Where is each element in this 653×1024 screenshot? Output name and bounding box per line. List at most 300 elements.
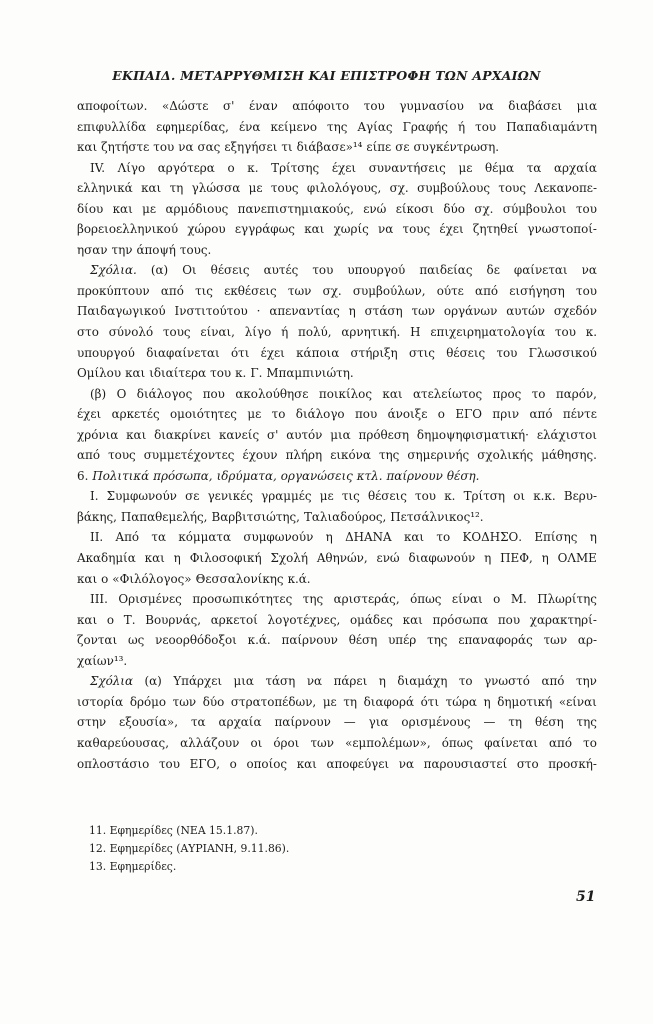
word: στις: [408, 345, 435, 360]
word: παίρνουν: [386, 468, 443, 483]
word: Αγίας: [357, 119, 393, 134]
word: των: [310, 735, 334, 750]
word: δημοτική: [497, 694, 553, 709]
word: 6.: [77, 468, 89, 483]
word: IV.: [90, 160, 105, 175]
word: ο: [101, 571, 109, 586]
word: στο: [516, 756, 539, 771]
word: και: [304, 222, 325, 237]
word: δύο: [202, 694, 225, 709]
word: και: [402, 612, 423, 627]
word: βορειοελληνικού: [77, 222, 179, 237]
word: χωρίς: [333, 222, 369, 237]
text-line: [77, 219, 597, 240]
word: ΕΓΟ,: [189, 756, 221, 771]
footnote-11: 11. Εφημερίδες (ΝΕΑ 15.1.87).: [89, 824, 258, 837]
word: φαίνεται: [513, 263, 568, 278]
word: φαίνεται: [484, 735, 538, 750]
text-line: [77, 589, 597, 610]
word: Αθηνών,: [316, 551, 368, 566]
word: καθαρεύουσας,: [77, 735, 170, 750]
word: δε: [486, 263, 500, 278]
word: Παπαθεμελής,: [120, 509, 208, 524]
text-line: [77, 733, 597, 754]
word: οργάνων: [443, 304, 498, 319]
word: είναι,: [200, 325, 235, 340]
word: έναν: [249, 99, 278, 113]
word: διαφορά: [363, 694, 414, 709]
word: ΠΕΦ,: [500, 551, 533, 566]
text-line: [77, 384, 597, 405]
word: να: [378, 222, 394, 237]
word: ο: [106, 612, 115, 627]
word: εφημερίδας,: [156, 119, 229, 134]
word: θέσεις: [446, 345, 486, 360]
word: αρνητική.: [341, 325, 401, 340]
word: διαφωνούν: [408, 551, 476, 566]
word: Λίγο: [117, 160, 146, 175]
word: Ομίλου: [77, 366, 122, 381]
word: χώρου: [187, 222, 226, 237]
word: υπουργού: [347, 263, 406, 278]
word: θέσεις: [367, 489, 407, 504]
text-line: [77, 712, 597, 733]
word: της: [378, 448, 400, 463]
word: ο: [437, 407, 445, 422]
text-line: [77, 178, 597, 199]
word: μια: [576, 99, 597, 113]
word: των: [172, 694, 197, 709]
footnote-13: 13. Εφημερίδες.: [89, 860, 177, 873]
word: στρατοπέδων,: [230, 694, 317, 709]
word: διάλογο: [295, 407, 345, 422]
text-line: [77, 158, 597, 179]
word: του: [158, 756, 180, 771]
word: του: [575, 201, 597, 216]
text-line: [77, 610, 597, 631]
word: πλήρη: [285, 448, 323, 463]
word: έχουν: [242, 448, 278, 463]
word: μια: [233, 674, 254, 689]
word: αυτών: [506, 304, 546, 319]
word: Ταλιαδούρος,: [303, 509, 387, 524]
word: σημερινής: [407, 448, 470, 463]
word: πρόθεση: [358, 427, 410, 442]
word: να: [398, 756, 414, 771]
word: πρόσωπα: [432, 612, 489, 627]
word: ζητήστε: [101, 140, 150, 155]
word: ο: [227, 160, 235, 175]
word: αποφοίτων.: [77, 99, 148, 113]
word: του: [415, 489, 437, 504]
word: σχ.: [474, 201, 494, 216]
text-line: [77, 240, 597, 261]
word: πάρει: [333, 674, 368, 689]
word: Τρίτση: [463, 489, 506, 504]
word: οι: [250, 735, 263, 750]
word: αργότερα: [157, 160, 215, 175]
word: η: [484, 551, 492, 566]
word: παιδείας: [419, 263, 473, 278]
word: χαρακτηρί-: [529, 612, 597, 627]
word: παίρνουν: [274, 715, 331, 730]
word: κτλ.: [356, 468, 383, 483]
word: του: [576, 283, 597, 298]
word: η: [378, 674, 386, 689]
word: σε: [185, 489, 200, 504]
word: κ.: [247, 160, 259, 175]
word: σχ.: [322, 283, 342, 298]
word: αρ-: [577, 633, 597, 648]
word: διαβάσει: [508, 99, 562, 113]
word: αρκετές: [111, 407, 160, 422]
word: το: [436, 530, 451, 545]
word: την: [575, 674, 597, 689]
word: του: [153, 140, 175, 155]
word: τα: [526, 160, 542, 175]
word: από: [541, 674, 565, 689]
body-text: [77, 96, 597, 774]
word: και: [403, 530, 425, 545]
word: διάλογος: [136, 386, 193, 401]
word: τους: [498, 181, 527, 196]
word: και: [77, 140, 98, 155]
word: κ.: [235, 366, 247, 381]
word: Πλωρίτης: [537, 592, 597, 607]
word: θέμα: [485, 160, 515, 175]
word: οργανώσεις: [280, 468, 353, 483]
running-header: ΕΚΠΑΙΔ. ΜΕΤΑΡΡΥΘΜΙΣΗ ΚΑΙ ΕΠΙΣΤΡΟΦΗ ΤΩΝ ΑΡΧΑΙΩΝ: [112, 68, 541, 83]
word: οι: [513, 489, 526, 504]
text-line: [77, 137, 597, 158]
word: με: [322, 694, 337, 709]
word: με: [247, 407, 262, 422]
text-line: [77, 117, 597, 138]
word: λίγο: [244, 325, 272, 340]
word: σύνολό: [108, 325, 154, 340]
word: κ.ά.: [287, 571, 311, 586]
word: ελληνικά: [77, 181, 133, 196]
footnotes: [89, 822, 569, 876]
word: Από: [115, 530, 140, 545]
word: Οι: [182, 263, 197, 278]
word: των: [287, 283, 312, 298]
word: τις: [195, 283, 213, 298]
word: Ακαδημία: [77, 551, 136, 566]
word: Βουρνάς,: [145, 612, 202, 627]
text-line: [77, 301, 597, 322]
text-line: [77, 507, 597, 528]
text-line: [77, 466, 597, 487]
word: όπως: [441, 735, 474, 750]
word: ο: [229, 756, 237, 771]
word: ΔΗΑΝΑ: [345, 530, 392, 545]
word: Βαρβιτσιώτης,: [211, 509, 300, 524]
word: τα: [190, 715, 206, 730]
text-line: [77, 569, 597, 590]
word: κανείς: [218, 427, 260, 442]
word: δημοψηφισματική·: [416, 427, 529, 442]
word: τη: [343, 694, 358, 709]
word: από: [475, 283, 499, 298]
text-line: [77, 630, 597, 651]
word: του: [496, 345, 518, 360]
word: (α): [144, 674, 162, 689]
word: γνωστό: [484, 674, 530, 689]
word: λογοτέχνες,: [267, 612, 341, 627]
word: υπουργού: [77, 345, 135, 360]
word: —: [343, 715, 356, 730]
word: χαίων¹³.: [77, 653, 128, 668]
word: έχει: [77, 407, 102, 422]
word: αποφεύγει: [326, 756, 390, 771]
word: τους: [402, 222, 431, 237]
word: του: [475, 119, 497, 134]
word: παρόν,: [555, 386, 597, 401]
word: Λεκανοπε-: [534, 181, 597, 196]
word: κάποια: [296, 345, 340, 360]
word: τη: [508, 715, 523, 730]
word: ένα: [239, 119, 261, 134]
word: προκύπτουν: [77, 283, 150, 298]
word: τι: [281, 140, 293, 155]
word: αρχαία: [553, 160, 597, 175]
word: συγκέντρωση.: [413, 140, 500, 155]
word: και: [125, 366, 146, 381]
word: στάση: [364, 304, 403, 319]
word: νεοορθόδοξοι: [155, 633, 237, 648]
word: απεναντίας: [269, 304, 340, 319]
word: έχει: [260, 345, 285, 360]
word: γενικές: [207, 489, 253, 504]
text-line: [77, 486, 597, 507]
word: σ': [223, 99, 235, 113]
word: παρουσιαστεί: [423, 756, 508, 771]
word: ιστορία: [77, 694, 124, 709]
page-number: 51: [576, 889, 596, 905]
word: βάκης,: [77, 509, 117, 524]
word: την: [111, 242, 133, 257]
word: σύμβουλοι: [502, 201, 567, 216]
word: και: [141, 181, 162, 196]
word: Σχολή: [270, 551, 308, 566]
word: και: [112, 201, 133, 216]
word: αλλάζουν: [180, 735, 240, 750]
word: το: [583, 735, 597, 750]
word: σχεδόν: [553, 304, 597, 319]
word: είπε: [366, 140, 392, 155]
word: Μ.: [510, 592, 527, 607]
word: που: [354, 407, 378, 422]
word: σχολικής: [477, 448, 534, 463]
word: ενώ: [376, 551, 400, 566]
text-line: [77, 527, 597, 548]
text-line: [77, 281, 597, 302]
word: θέσεις: [210, 263, 250, 278]
word: προσκή-: [548, 756, 597, 771]
word: πολύ,: [298, 325, 332, 340]
word: ότι: [420, 694, 439, 709]
word: η: [348, 304, 356, 319]
word: αυτόν: [286, 427, 323, 442]
word: στο: [77, 325, 99, 340]
word: Σχόλια: [90, 674, 133, 689]
word: των: [411, 304, 436, 319]
word: επιχειρηματολογία: [430, 325, 546, 340]
text-line: [77, 548, 597, 569]
text-line: [77, 404, 597, 425]
word: ησαν: [77, 242, 108, 257]
word: κ.ά.: [247, 633, 271, 648]
word: που: [497, 612, 521, 627]
word: πρόσωπα,: [153, 468, 213, 483]
word: επαναφοράς: [458, 633, 533, 648]
word: ατελείωτος: [412, 386, 483, 401]
word: δύο: [443, 201, 465, 216]
word: πριν: [492, 407, 520, 422]
word: με: [319, 489, 334, 504]
word: ορισμένους: [401, 715, 471, 730]
text-line: [77, 96, 597, 117]
word: κείμενο: [270, 119, 317, 134]
word: Τ.: [123, 612, 136, 627]
word: εισήγηση: [509, 283, 565, 298]
word: Συμφωνούν: [106, 489, 177, 504]
text-line: [77, 651, 597, 672]
word: —: [483, 715, 496, 730]
word: (α): [150, 263, 169, 278]
word: γνωστοποί-: [527, 222, 597, 237]
word: φιλολόγους,: [306, 181, 382, 196]
word: συμφωνούν: [243, 530, 314, 545]
word: τάση: [265, 674, 296, 689]
word: προσωπικότητες: [192, 592, 293, 607]
word: σχ.: [389, 181, 409, 196]
word: εγγράφως: [234, 222, 295, 237]
word: ΟΛΜΕ: [557, 551, 597, 566]
word: να: [178, 140, 194, 155]
word: και: [296, 756, 317, 771]
text-line: [77, 322, 597, 343]
word: χρόνια: [77, 427, 119, 442]
word: ιδρύματα,: [216, 468, 277, 483]
word: ΙΙΙ.: [90, 592, 108, 607]
word: του: [363, 99, 385, 113]
word: διαμάχη: [397, 674, 448, 689]
word: Ι.: [90, 489, 99, 504]
word: η: [589, 530, 597, 545]
word: κ.: [585, 325, 597, 340]
word: ούτε: [436, 283, 464, 298]
word: θέση: [348, 633, 378, 648]
word: ·: [256, 304, 261, 319]
text-line: [77, 260, 597, 281]
word: Μπαμπινιώτη.: [266, 366, 354, 381]
word: Πετσάλνικος¹².: [390, 509, 484, 524]
word: Ινστιτούτου: [174, 304, 248, 319]
text-line: [77, 692, 597, 713]
word: ότι: [230, 345, 250, 360]
word: τώρα: [445, 694, 477, 709]
word: «είναι: [558, 694, 597, 709]
word: Παπαδιαμάντη: [506, 119, 597, 134]
word: τη: [169, 181, 184, 196]
word: σ': [266, 427, 279, 442]
word: εικόνα: [330, 448, 371, 463]
word: σε: [395, 140, 410, 155]
word: ενώ: [363, 201, 387, 216]
text-line: [77, 363, 597, 384]
word: με: [248, 181, 263, 196]
word: υπέρ: [388, 633, 417, 648]
word: κόμματα: [178, 530, 232, 545]
word: επιφυλλίδα: [77, 119, 147, 134]
word: ΙΙ.: [90, 530, 104, 545]
word: όπως: [410, 592, 442, 607]
word: το: [458, 674, 473, 689]
word: και: [126, 427, 147, 442]
word: του: [312, 263, 334, 278]
word: του: [210, 366, 232, 381]
word: σας: [197, 140, 221, 155]
word: ποικίλος: [318, 386, 372, 401]
word: και: [144, 551, 165, 566]
word: γραμμές: [261, 489, 312, 504]
word: διαφαίνεται: [146, 345, 220, 360]
word: εξουσία»,: [119, 715, 178, 730]
word: απόφοιτο: [292, 99, 350, 113]
word: αρμόδιους: [165, 201, 229, 216]
word: το: [271, 407, 286, 422]
word: ζητηθεί: [472, 222, 519, 237]
word: για: [368, 715, 389, 730]
word: οπλοστάσιο: [77, 756, 150, 771]
word: τα: [151, 530, 167, 545]
word: και: [77, 571, 98, 586]
text-line: [77, 199, 597, 220]
word: παίρνουν: [281, 633, 338, 648]
word: γυμνασίου: [399, 99, 464, 113]
word: ή: [281, 325, 289, 340]
word: ομάδες: [350, 612, 393, 627]
word: οποίος: [246, 756, 288, 771]
word: με: [458, 160, 473, 175]
text-line: [77, 425, 597, 446]
word: ο: [493, 592, 501, 607]
word: Γ.: [250, 366, 263, 381]
word: αρκετοί: [210, 612, 258, 627]
word: ακολούθησε: [235, 386, 309, 401]
text-line: [77, 754, 597, 775]
word: τους.: [179, 242, 212, 257]
word: δρόμο: [129, 694, 167, 709]
word: Σχόλια.: [90, 263, 137, 278]
word: αυτές: [263, 263, 299, 278]
word: με: [142, 201, 157, 216]
word: ιδιαίτερα: [149, 366, 207, 381]
word: διακρίνει: [154, 427, 212, 442]
word: τους: [108, 448, 136, 463]
word: προς: [492, 386, 522, 401]
word: εξηγήσει: [224, 140, 278, 155]
word: «εμπολέμων»,: [345, 735, 431, 750]
word: να: [478, 99, 494, 113]
word: της: [302, 592, 324, 607]
word: (β): [90, 386, 107, 401]
footnote-12: 12. Εφημερίδες (ΑΥΡΙΑΝΗ, 9.11.86).: [89, 842, 290, 855]
word: της: [427, 633, 448, 648]
word: θέση: [535, 715, 564, 730]
